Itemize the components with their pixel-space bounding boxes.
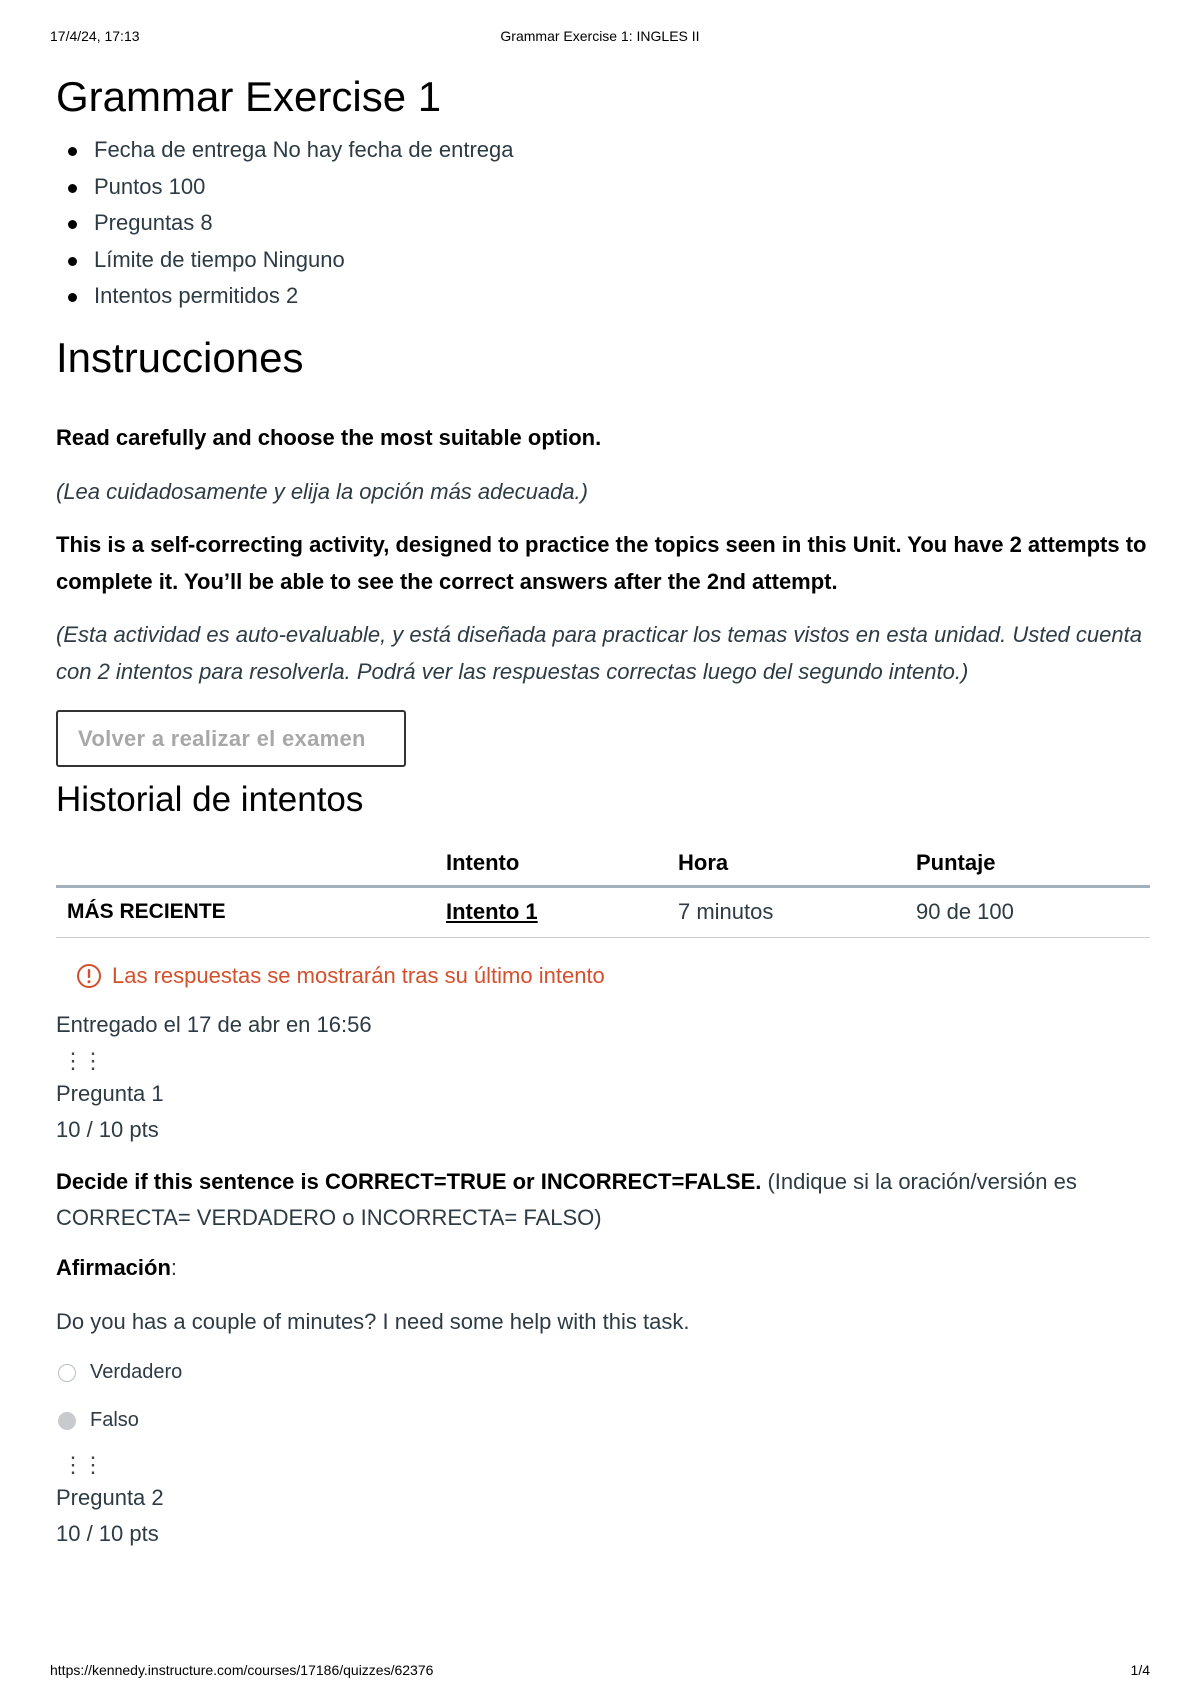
table-header-row xyxy=(56,841,1150,887)
column-header-label xyxy=(56,841,446,887)
question-1-points: 10 / 10 pts xyxy=(56,1116,159,1142)
print-page-number: 1/4 xyxy=(1130,1662,1150,1678)
detail-time-limit: Límite de tiempo Ninguno xyxy=(94,242,1148,279)
drag-handle-icon[interactable]: ⋮⋮ xyxy=(62,1451,102,1477)
column-header-attempt: Intento xyxy=(446,841,678,887)
detail-questions: Preguntas 8 xyxy=(94,205,1148,242)
drag-handle-icon[interactable]: ⋮⋮ xyxy=(62,1047,102,1073)
attempt-1-link[interactable]: Intento 1 xyxy=(446,899,538,924)
attempt-cell xyxy=(446,886,678,937)
instructions-para-es: (Esta actividad es auto-evaluable, y está diseñada para practicar los temas vistos en esta unidad. Usted cuenta con 2 intentos para resolverla. Podrá ver las respuestas correctas luego del segundo intento.) xyxy=(56,621,1142,684)
detail-due-date: Fecha de entrega No hay fecha de entrega xyxy=(94,132,1148,169)
affirmation-label: Afirmación xyxy=(56,1254,171,1280)
question-1-label: Pregunta 1 xyxy=(56,1080,164,1106)
option-verdadero-label: Verdadero xyxy=(90,1361,183,1383)
print-footer xyxy=(50,1662,1150,1682)
most-recent-label: MÁS RECIENTE xyxy=(56,886,446,937)
page-title: Grammar Exercise 1 xyxy=(56,73,442,120)
print-url: https://kennedy.instructure.com/courses/17186/quizzes/62376 xyxy=(50,1662,434,1678)
question-1-prompt-rest: (Indique si la oración/versión es CORRECTA= VERDADERO o INCORRECTA= FALSO) xyxy=(56,1168,1077,1230)
print-date: 17/4/24, 17:13 xyxy=(50,28,140,44)
instructions-line-es: (Lea cuidadosamente y elija la opción más adecuada.) xyxy=(56,478,588,504)
option-falso-label: Falso xyxy=(90,1409,139,1431)
print-header xyxy=(50,28,1150,48)
quiz-details xyxy=(56,132,1148,315)
option-verdadero[interactable] xyxy=(56,1358,1148,1388)
history-title: Historial de intentos xyxy=(56,779,364,819)
instructions-line-en: Read carefully and choose the most suitable option. xyxy=(56,424,602,450)
radio-verdadero[interactable] xyxy=(58,1364,76,1382)
print-doc-title: Grammar Exercise 1: INGLES II xyxy=(500,28,700,44)
submitted-date: Entregado el 17 de abr en 16:56 xyxy=(56,1011,372,1037)
score-cell: 90 de 100 xyxy=(916,886,1150,937)
time-cell: 7 minutos xyxy=(678,886,916,937)
instructions-para-en: This is a self-correcting activity, designed to practice the topics seen in this Unit. You have 2 attempts to complete it. You’ll be able to see the correct answers after the 2nd attempt. xyxy=(56,531,1147,594)
retake-quiz-button[interactable]: Volver a realizar el examen xyxy=(56,710,406,767)
option-falso[interactable] xyxy=(56,1406,1148,1436)
question-1-prompt xyxy=(56,1164,1148,1236)
answers-warning xyxy=(76,960,1148,992)
radio-falso[interactable] xyxy=(58,1412,76,1430)
column-header-score: Puntaje xyxy=(916,841,1150,887)
detail-attempts: Intentos permitidos 2 xyxy=(94,278,1148,315)
quiz-content xyxy=(56,68,1148,1552)
column-header-time: Hora xyxy=(678,841,916,887)
question-1-sentence: Do you has a couple of minutes? I need some help with this task. xyxy=(56,1308,690,1334)
question-1-prompt-bold: Decide if this sentence is CORRECT=TRUE or INCORRECT=FALSE. xyxy=(56,1168,762,1194)
warning-circle-icon xyxy=(76,963,102,989)
detail-points: Puntos 100 xyxy=(94,169,1148,206)
attempt-history-table xyxy=(56,841,1150,938)
question-2-label: Pregunta 2 xyxy=(56,1484,164,1510)
affirmation-colon: : xyxy=(170,1254,178,1280)
instructions-title: Instrucciones xyxy=(56,333,304,381)
table-row xyxy=(56,886,1150,937)
question-2-points: 10 / 10 pts xyxy=(56,1520,159,1546)
question-1-affirmation xyxy=(56,1250,1148,1286)
warning-text: Las respuestas se mostrarán tras su último intento xyxy=(112,962,605,988)
